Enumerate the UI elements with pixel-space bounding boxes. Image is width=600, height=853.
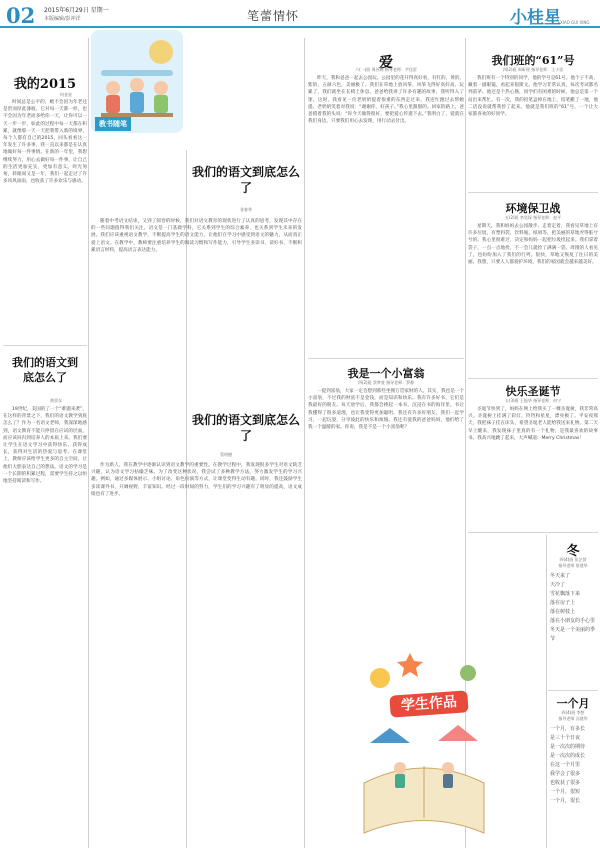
- poem-byline: 四(4)班 张芷萱 指导老师 詹建华: [558, 557, 588, 568]
- article-byline: 六(一)班 周苏锦 指导老师：尹佳雷: [355, 67, 417, 72]
- column-divider: [546, 535, 547, 848]
- issue-date: 2015年6月29日 星期一: [44, 7, 109, 14]
- article-title: 快乐圣诞节: [505, 385, 561, 398]
- article-byline: 五(2)班 李昊琛 指导老师：赵平: [504, 215, 562, 220]
- brand-logo: 小桂星: [510, 8, 561, 28]
- article-title: 我是一个小富翁: [347, 367, 425, 380]
- article-byline: 四(2)班 蔡梦萱 指导老师：罗静: [357, 380, 415, 385]
- student-works-banner: [350, 633, 498, 850]
- column-divider: [304, 38, 305, 848]
- poster-caption: 教书随笔: [95, 117, 131, 131]
- article-body: 随着中考语文结束，又到了阅卷的时候，我们对语文教育的现状进行了认真的思考，发现其中存在的一些问题值得我们关注。语文是一门基础学科，它关系到学生的综合素养，也关系到学生未来的发展。我们应该重视语文教学，不断提高学生的语文能力，让他们在学习中感受到语文的魅力，从而真正爱上语文。在教学中，教师要注重培养学生的阅读习惯和写作能力，引导学生多读书、读好书，不断积累语言材料，提高语言表达能力。: [91, 219, 302, 253]
- article-byline: 四(2)班 周昕瑶 指导老师：王小雷: [502, 67, 564, 72]
- article-byline: 张春华: [240, 207, 252, 212]
- banner-title: 学生作品: [389, 690, 468, 717]
- article-title: 我的2015: [13, 77, 77, 92]
- article-body: 昨天，我和爸爸一起去公园玩。公园里的花开得真好看，有红的、黄的、紫的，五颜六色，美丽极了。我们在草地上放风筝，风筝飞得好高好高。玩累了，我们就坐在长椅上休息。爸爸给我讲了许多有趣的故事，我听得入了迷。这时，我看见一位老奶奶提着很重的东西走过来，我连忙跑过去帮她提。老奶奶笑着对我说：“谢谢你，好孩子。”我心里甜甜的。回家的路上，爸爸摸着我的头说：“你今天做得很好，要把爱心传递下去。”我明白了，爱就在我们身边，只要我们用心去发现，用行动去付出。: [308, 76, 464, 125]
- section-divider: [468, 378, 598, 379]
- article-body: 19世纪，美国的了一个“难题来袭”，在这样的背景之下，我们的语文教学到底怎么了？作为一名语文老师，我深深地感到，语文教育不能只停留在应试的层面，而应该回归到培养人的本质上来。我们要让学生在语文学习中获得快乐，获得成长，获得对生活的热爱与思考。在课堂上，教师应该给学生更多的自主空间，让他们大胆表达自己的想法。语文的学习是一个长期的积累过程，需要学生持之以恒地坚持阅读和写作。: [3, 407, 87, 485]
- brand-subtitle: XIAO GUI XING: [560, 20, 590, 25]
- article-title: 我们的语文到底怎么了: [192, 413, 301, 443]
- section-title: 笔蕾情怀: [247, 9, 300, 23]
- page-number: 02: [6, 3, 36, 28]
- page-header: [0, 0, 600, 28]
- poem-title: 冬: [566, 544, 580, 559]
- section-divider: [3, 345, 87, 346]
- article-title: 环境保卫战: [505, 202, 561, 215]
- poem-body: 一个月，有多长 是三十个日夜 是一次次的期待 是一次次的成长 在这一个月里 我学会了很多 也收获了很多 一个月，很短 一个月，很长: [550, 726, 586, 804]
- article-title: 爱: [379, 55, 393, 71]
- article-byline: 蔡明德: [220, 452, 232, 457]
- article-body: 时间总是公平的，她不会因为年老还是贵而厚此薄彼，它对每一天都一样，也不会因为年老而多给你一天，让你可以一天一步一步，如此的过程中每一天都在积累，就像那一天一天把我带入新的境界。每个人都有自己的2015，回头看看这一年发生了许多事，我一直以来都是在认真地做好每一件事情。在新的一年里，我想继续努力，用心去做好每一件事，让自己的生活更加充实，更加有意义。时光匆匆，转眼间又是一年，我们一起走过了许多风风雨雨，也收获了许多欢乐与感动。: [3, 100, 87, 185]
- article-title: 我们的语文到底怎么了: [192, 165, 301, 195]
- section-divider: [468, 532, 598, 533]
- poem-body: 冬天来了 天冷了 雪花飘落下来 落在房子上 落在树枝上 落在小朋友的手心里 冬天是一个美丽的季节: [550, 573, 596, 642]
- article-byline: 五(3)班 王振华 指导老师：何宁: [504, 398, 562, 403]
- section-divider: [308, 358, 464, 359]
- article-body: 作为新人，我在教学中逐渐认识到语文教学的重要性。在教学过程中，我发现很多学生对语文缺乏兴趣，认为语文学习枯燥乏味。为了改变这种状况，我尝试了多种教学方法，努力激发学生的学习兴趣。例如，通过多媒体展示、小组讨论、角色扮演等方式，让课堂变得生动有趣。同时，我还鼓励学生多读课外书，开阔视野，丰富知识。经过一段时间的努力，学生们的学习兴趣有了明显的提高，语文成绩也有了进步。: [91, 463, 302, 497]
- article-title: 我们的语文到底怎么了: [12, 356, 78, 384]
- editor-line: 本版编辑/彭冲洋: [44, 16, 81, 22]
- book-illustration: [350, 633, 498, 850]
- article-title: 我们班的“61”号: [491, 54, 575, 67]
- article-body: 一提到富翁，大家一定会想到那些坐拥万贯家财的人。其实，我也是一个小富翁，不过我的财富不是金钱，而是知识和快乐。我有许多好书，它们是我最好的朋友。每天放学后，我都会捧起一本书，沉浸在书的海洋里。书让我懂得了很多道理，也让我变得更加聪明。我还有许多好朋友，我们一起学习，一起玩耍，分享彼此的快乐和烦恼。我还有爱我的爸爸妈妈，他们给了我一个温暖的家。你说，我是不是一个小富翁呢？: [308, 389, 464, 431]
- article-byline: 黄晋东: [50, 398, 62, 403]
- article-body: 星期天，我和妈妈去公园散步。走着走着，我看见草地上有许多垃圾，有塑料袋、饮料瓶、纸屑等，把美丽的草地弄得脏兮兮的。我心里很难过，决定和妈妈一起把垃圾捡起来。我们拿着袋子，一点一点地捡，不一会儿就捡了满满一袋。周围的人看见了，也纷纷加入了我们的行列。很快，草地又恢复了往日的美丽。我想，只要人人都爱护环境，我们的家园就会越来越美好。: [468, 224, 598, 266]
- article-body: 我们班有一个特别的同学，他的学号是61号。他个子不高，戴着一副眼镜，看起来很斯文。他学习非常认真，每次考试都名列前茅。他还是个热心肠，同学们有困难的时候，他总是第一个站出来帮忙。有一次，我的铅笔盒掉在地上，铅笔撒了一地，他二话没说就帮我捡了起来。他就是我们班的“61”号，一个让大家都喜欢的好同学。: [468, 76, 598, 118]
- teaching-essay-poster: [91, 30, 183, 133]
- section-divider: [468, 192, 598, 193]
- section-divider: [548, 690, 598, 691]
- poem-byline: 四(4)班 李想 指导老师 冯建华: [558, 710, 588, 721]
- article-byline: 何金星: [60, 92, 72, 97]
- poem-title: 一个月: [556, 697, 590, 710]
- column-divider: [88, 38, 89, 848]
- article-body: 圣诞节快到了，妈妈在网上给我买了一棵圣诞树，我非常高兴。圣诞树上挂满了彩灯、铃铛和星星，漂亮极了。平安夜那天，我把袜子挂在床头，希望圣诞老人能给我送来礼物。第二天早上醒来，我发现袜子里真的有一个礼物，是我最喜欢的故事书。我高兴地跳了起来，大声喊道：Merry Christmas！: [468, 407, 598, 441]
